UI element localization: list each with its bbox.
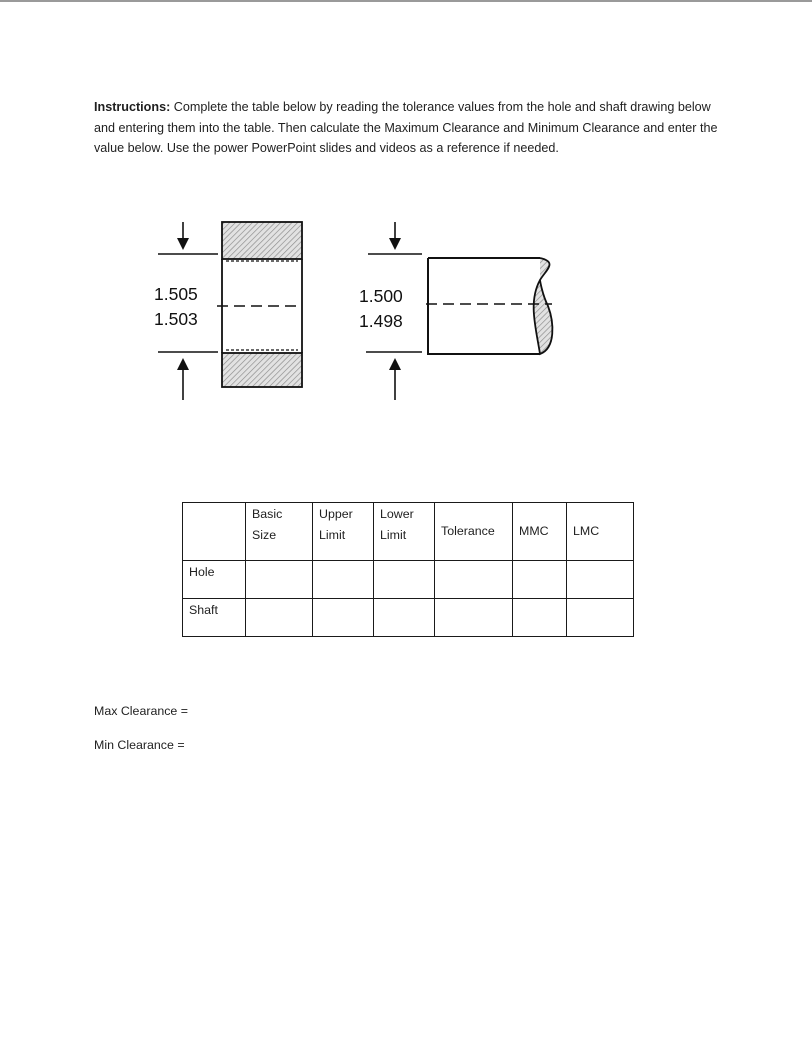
header-mmc: MMC bbox=[513, 503, 567, 561]
hole-upper-limit-cell[interactable] bbox=[313, 561, 374, 599]
hole-top-wall bbox=[222, 222, 302, 259]
shaft-body bbox=[428, 258, 540, 354]
hole-shaft-drawing bbox=[140, 210, 580, 410]
hole-lmc-cell[interactable] bbox=[567, 561, 634, 599]
hole-bottom-arrow bbox=[158, 352, 218, 400]
shaft-basic-size-cell[interactable] bbox=[246, 599, 313, 637]
header-basic-size: Basic Size bbox=[246, 503, 313, 561]
row-label-shaft: Shaft bbox=[183, 599, 246, 637]
instructions-paragraph bbox=[94, 97, 724, 159]
table-row-shaft bbox=[183, 599, 634, 637]
max-clearance-label[interactable]: Max Clearance = bbox=[94, 704, 189, 718]
instructions-body: Complete the table below by reading the tolerance values from the hole and shaft drawing below and entering them into the table. Then calculate the Maximum Clearance and Minimum Clearance and enter the value below. Use the power PowerPoint slides and videos as a reference if needed. bbox=[94, 100, 718, 156]
shaft-lower-limit-cell[interactable] bbox=[374, 599, 435, 637]
table-header-row bbox=[183, 503, 634, 561]
shaft-tolerance-cell[interactable] bbox=[435, 599, 513, 637]
hole-drawing bbox=[154, 222, 302, 400]
min-clearance-label[interactable]: Min Clearance = bbox=[94, 738, 185, 752]
header-lower-limit: Lower Limit bbox=[374, 503, 435, 561]
hole-basic-size-cell[interactable] bbox=[246, 561, 313, 599]
hole-tolerance-cell[interactable] bbox=[435, 561, 513, 599]
page-top-border bbox=[0, 0, 812, 2]
shaft-lmc-cell[interactable] bbox=[567, 599, 634, 637]
hole-mmc-cell[interactable] bbox=[513, 561, 567, 599]
hole-top-arrow bbox=[158, 222, 218, 254]
shaft-drawing bbox=[359, 222, 552, 400]
shaft-upper-limit-cell[interactable] bbox=[313, 599, 374, 637]
table-row-hole bbox=[183, 561, 634, 599]
instructions-lead: Instructions: bbox=[94, 100, 171, 114]
shaft-top-arrow bbox=[368, 222, 422, 254]
header-empty-cell bbox=[183, 503, 246, 561]
tolerance-table bbox=[182, 502, 634, 637]
shaft-break-section bbox=[534, 258, 553, 354]
hole-upper-limit: 1.505 bbox=[154, 284, 198, 304]
header-upper-limit: Upper Limit bbox=[313, 503, 374, 561]
shaft-bottom-arrow bbox=[366, 352, 422, 400]
hole-bottom-wall bbox=[222, 353, 302, 387]
header-tolerance: Tolerance bbox=[435, 503, 513, 561]
shaft-mmc-cell[interactable] bbox=[513, 599, 567, 637]
shaft-lower-limit: 1.498 bbox=[359, 311, 403, 331]
header-lmc: LMC bbox=[567, 503, 634, 561]
hole-lower-limit-cell[interactable] bbox=[374, 561, 435, 599]
hole-lower-limit: 1.503 bbox=[154, 309, 198, 329]
shaft-upper-limit: 1.500 bbox=[359, 286, 403, 306]
row-label-hole: Hole bbox=[183, 561, 246, 599]
